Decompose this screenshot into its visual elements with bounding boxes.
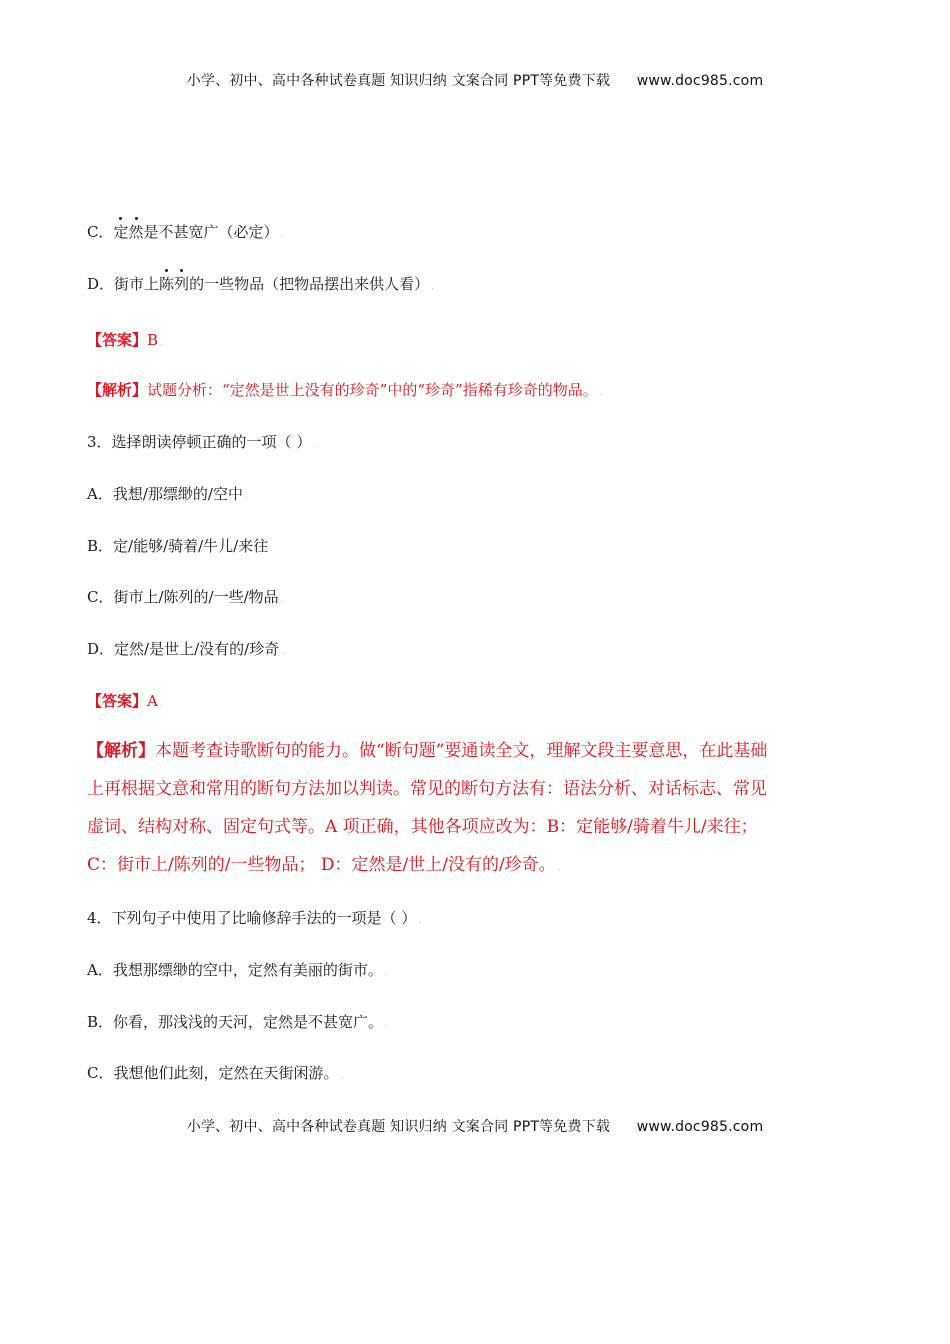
q4-option-a-text: A．我想那缥缈的空中，定然有美丽的街市。	[87, 961, 383, 979]
q3-option-c-text: C．街市上/陈列的/一些/物品	[87, 588, 279, 606]
paragraph-mark-icon: .	[159, 699, 163, 709]
q2-analysis	[87, 380, 603, 403]
paragraph-mark-icon: .	[340, 1071, 344, 1081]
answer-value: A	[147, 692, 158, 710]
paragraph-mark-icon: .	[418, 916, 422, 926]
answer-value: B	[147, 331, 159, 349]
q2-option-d	[87, 274, 434, 297]
q3-analysis	[87, 732, 867, 887]
q3-option-a	[87, 484, 248, 507]
emphasis-dot-char: 定	[113, 223, 129, 241]
analysis-line: 上再根据文意和常用的断句方法加以判读。常见的断句方法有：语法分析、对话标志、常见	[87, 779, 767, 799]
q4-option-a	[87, 960, 388, 983]
analysis-text: 试题分析：“定然是世上没有的珍奇”中的“珍奇”指稀有珍奇的物品。	[147, 381, 598, 399]
q2-option-c	[87, 222, 283, 245]
q3-stem-text: 3．选择朗读停顿正确的一项（ ）	[87, 433, 312, 451]
emphasis-dot-char: 然	[128, 223, 144, 241]
q3-option-d	[87, 639, 284, 662]
q3-option-c	[87, 587, 284, 610]
analysis-line: 虚词、结构对称、固定句式等。A 项正确，其他各项应改为：B：定能够/骑着牛儿/来往；	[87, 817, 758, 837]
analysis-line-text: C：街市上/陈列的/一些物品； D：定然是/世上/没有的/珍奇。	[87, 855, 556, 875]
emphasis-dot-char: 列	[174, 275, 190, 293]
paragraph-mark-icon: .	[280, 595, 284, 605]
paragraph-mark-icon: .	[270, 544, 274, 554]
analysis-line	[87, 732, 867, 770]
paragraph-mark-icon: .	[384, 968, 388, 978]
paragraph-mark-icon: .	[431, 282, 434, 292]
q4-stem-text: 4．下列句子中使用了比喻修辞手法的一项是（ ）	[87, 909, 417, 927]
q2-option-c-rest: 是不甚宽广（必定）	[143, 223, 279, 241]
page-footer	[0, 1116, 950, 1136]
q4-stem	[87, 908, 421, 931]
q4-option-c-text: C．我想他们此刻，定然在天街闲游。	[87, 1064, 339, 1082]
q2-answer	[87, 330, 163, 353]
paragraph-mark-icon: .	[280, 230, 284, 240]
analysis-line-text: 本题考查诗歌断句的能力。做“断句题”要通读全文，理解文段主要意思，在此基础	[155, 741, 768, 761]
paragraph-mark-icon: .	[244, 492, 248, 502]
footer-site-link[interactable]: www.doc985.com	[636, 1119, 764, 1135]
q3-option-b-text: B．定/能够/骑着/牛儿/来往	[87, 537, 269, 555]
q2-option-c-prefix: C．	[87, 223, 114, 241]
q3-answer	[87, 691, 163, 714]
header-site-link[interactable]: www.doc985.com	[636, 73, 764, 89]
q3-option-b	[87, 536, 273, 559]
q2-option-d-rest: 的一些物品（把物品摆出来供人看）	[189, 275, 430, 293]
answer-tag: 【答案】	[87, 331, 148, 349]
page-header	[0, 70, 950, 90]
q4-option-c	[87, 1063, 343, 1086]
paragraph-mark-icon: .	[385, 1020, 388, 1030]
paragraph-mark-icon: .	[599, 388, 603, 398]
emphasis-dot-char: 陈	[159, 275, 175, 293]
paragraph-mark-icon: .	[313, 440, 317, 450]
q2-option-d-prefix: D．街市上	[87, 275, 160, 293]
analysis-tag: 【解析】	[87, 741, 155, 761]
q3-option-d-text: D．定然/是世上/没有的/珍奇	[87, 640, 280, 658]
header-text: 小学、初中、高中各种试卷真题 知识归纳 文案合同 PPT等免费下载	[186, 73, 611, 89]
paragraph-mark-icon: .	[281, 647, 285, 657]
paragraph-mark-icon: .	[557, 863, 561, 873]
q4-option-b-text: B．你看，那浅浅的天河，定然是不甚宽广。	[87, 1013, 384, 1031]
q4-option-b	[87, 1012, 388, 1035]
answer-tag: 【答案】	[87, 692, 148, 710]
analysis-line	[87, 846, 867, 887]
footer-text: 小学、初中、高中各种试卷真题 知识归纳 文案合同 PPT等免费下载	[186, 1119, 611, 1135]
q3-option-a-text: A．我想/那缥缈的/空中	[87, 485, 243, 503]
paragraph-mark-icon: .	[160, 338, 163, 348]
analysis-tag: 【解析】	[87, 381, 148, 399]
q3-stem	[87, 432, 316, 455]
